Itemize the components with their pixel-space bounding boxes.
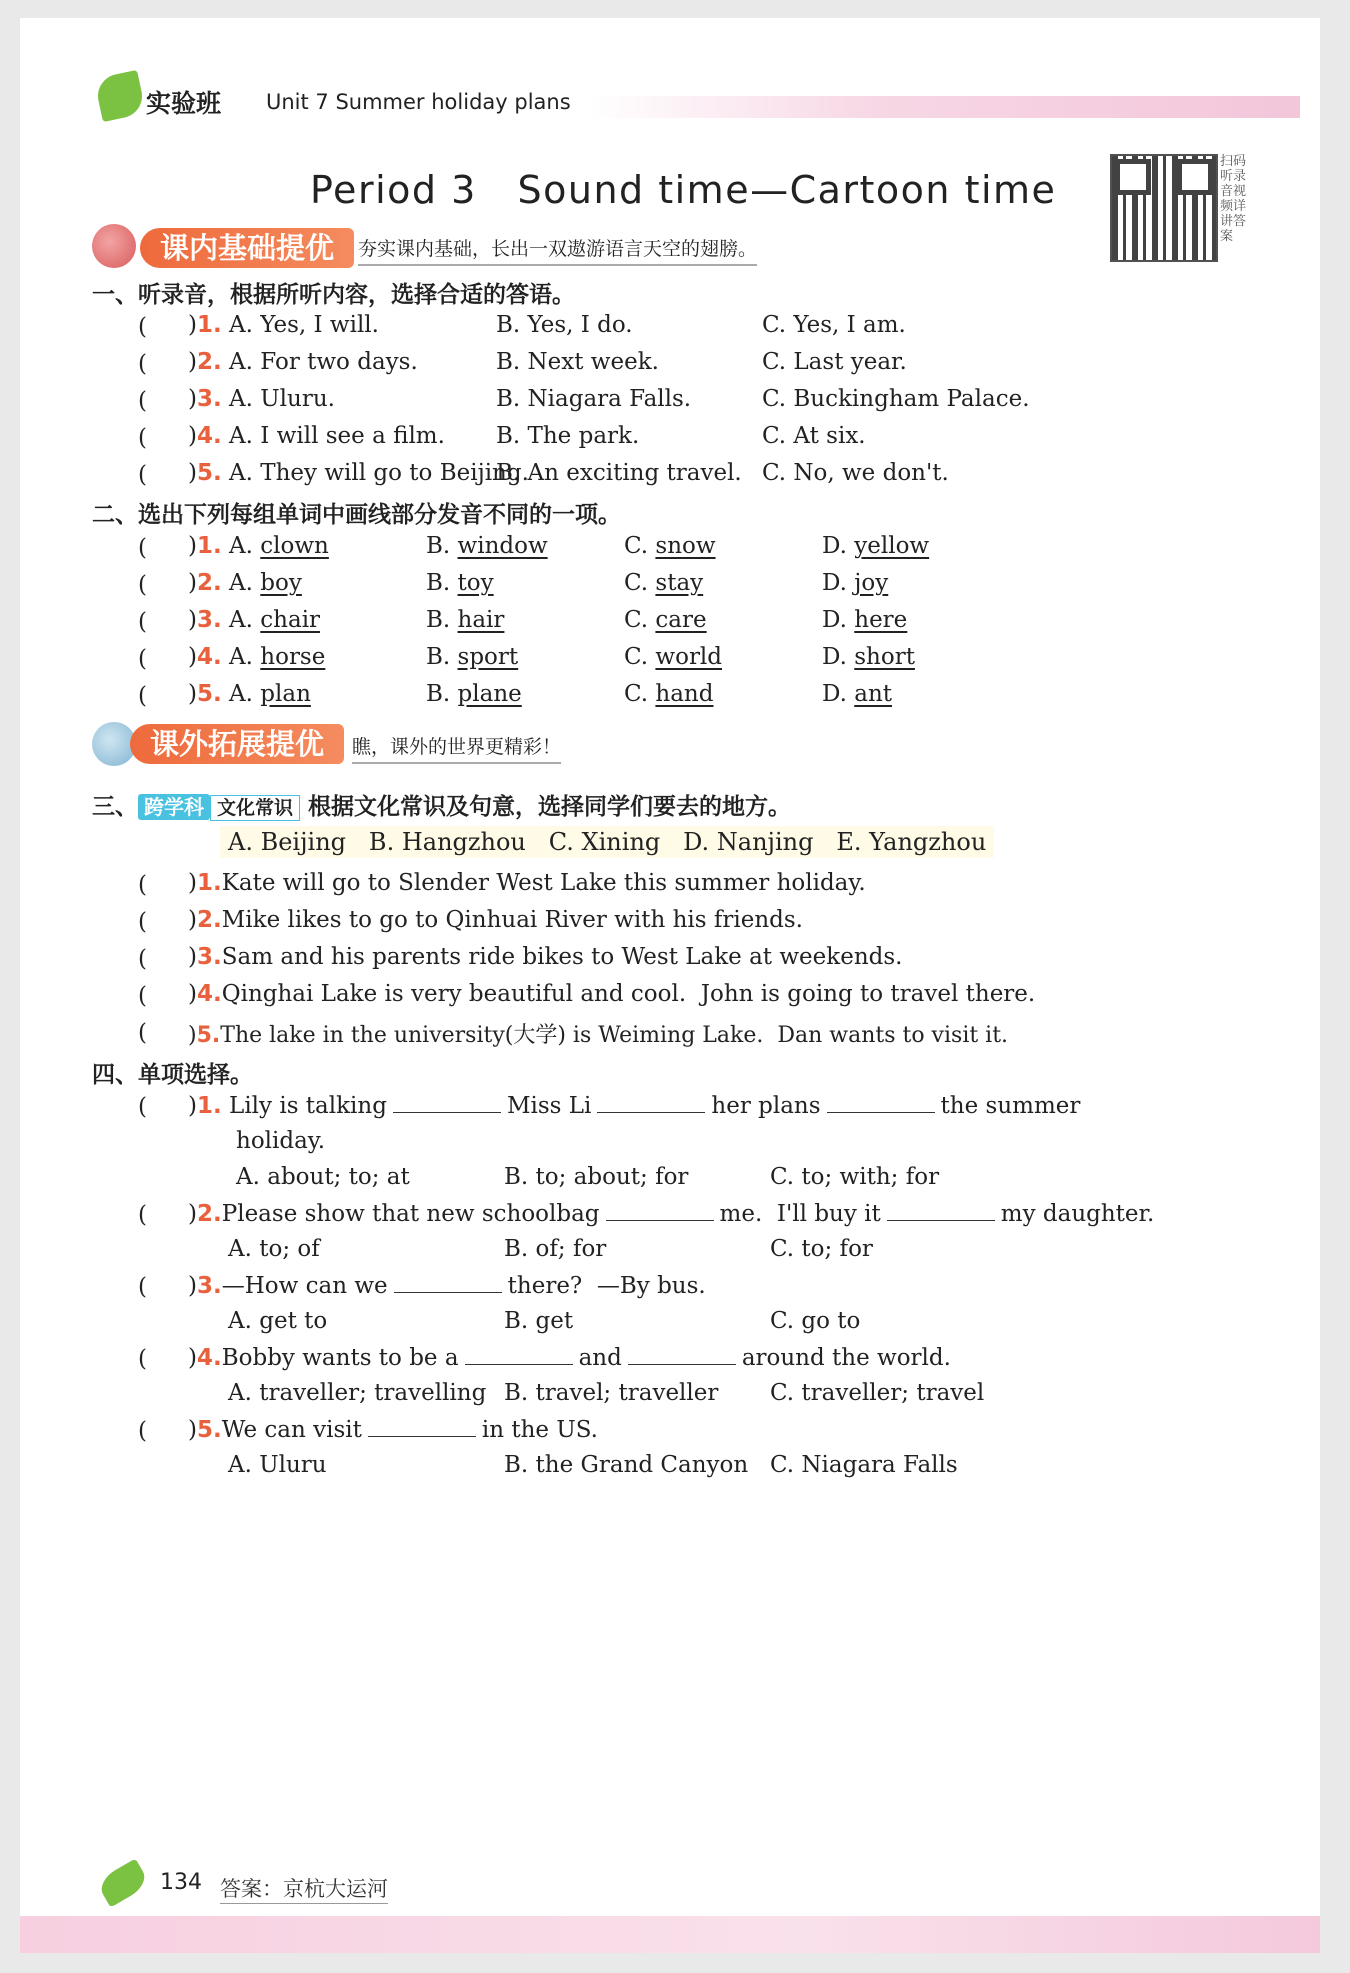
list-item: )5.We can visit in the US. (188, 1417, 598, 1443)
option-b: B. get (504, 1308, 574, 1334)
option-c: C. care (624, 607, 707, 633)
page-number: 134 (160, 1870, 202, 1895)
option-b: B. Niagara Falls. (496, 386, 692, 412)
option-b: B. window (426, 533, 548, 559)
brand-name: 实验班 (146, 89, 222, 118)
section-banner-extended: 课外拓展提优 (130, 724, 344, 764)
option-c: C. to; with; for (770, 1164, 940, 1190)
option-c: C. Buckingham Palace. (762, 386, 1030, 412)
answer-bracket[interactable]: ( (138, 683, 147, 709)
option-c: C. Yes, I am. (762, 312, 906, 338)
answer-blank[interactable] (368, 1416, 476, 1437)
answer-bracket[interactable]: ( (138, 983, 147, 1009)
list-item: )2. A. For two days. (188, 349, 418, 375)
option-b: B. Yes, I do. (496, 312, 633, 338)
option-c: C. At six. (762, 423, 866, 449)
option-c: C. stay (624, 570, 704, 596)
squid-mascot-icon (92, 224, 136, 268)
option-b: B. The park. (496, 423, 640, 449)
header-band (590, 96, 1300, 118)
option-b: B. plane (426, 681, 522, 707)
section-1-title: 一、听录音，根据所听内容，选择合适的答语。 (92, 282, 575, 308)
qr-code-icon[interactable] (1110, 154, 1218, 262)
option-c: C. traveller; travel (770, 1380, 985, 1406)
footer-band (20, 1916, 1320, 1953)
leaf-footer-icon (96, 1859, 151, 1908)
list-item: )1.Kate will go to Slender West Lake this summer holiday. (188, 870, 866, 896)
option-d: D. yellow (822, 533, 930, 559)
list-item: )4.Bobby wants to be a and around the world. (188, 1345, 951, 1371)
unit-title: Unit 7 Summer holiday plans (266, 90, 571, 114)
answer-bracket[interactable]: ( (138, 425, 147, 451)
option-b: B. hair (426, 607, 505, 633)
option-b: B. toy (426, 570, 494, 596)
option-d: D. joy (822, 570, 889, 596)
option-c: C. world (624, 644, 723, 670)
answer-bracket[interactable]: ( (138, 872, 147, 898)
option-d: D. short (822, 644, 915, 670)
cross-subject-tag: 跨学科 (138, 794, 210, 820)
option-c: C. snow (624, 533, 716, 559)
answer-bracket[interactable]: ( (138, 909, 147, 935)
worksheet-page (20, 18, 1320, 1953)
answer-bracket[interactable]: ( (138, 314, 147, 340)
page-title: Period 3 Sound time—Cartoon time (310, 168, 1057, 212)
answer-bracket[interactable]: ( (138, 1020, 147, 1046)
option-b: B. travel; traveller (504, 1380, 719, 1406)
culture-tag: 文化常识 (210, 795, 300, 821)
answer-blank[interactable] (628, 1344, 736, 1365)
answer-blank[interactable] (394, 1272, 502, 1293)
answer-blank[interactable] (827, 1092, 935, 1113)
leaf-logo-icon (94, 70, 146, 122)
option-b: B. of; for (504, 1236, 607, 1262)
list-item: )2. A. boy (188, 570, 302, 596)
option-a: A. get to (228, 1308, 328, 1334)
answer-bracket[interactable]: ( (138, 1202, 147, 1228)
answer-bracket[interactable]: ( (138, 646, 147, 672)
option-b: B. Next week. (496, 349, 659, 375)
answer-bracket[interactable]: ( (138, 1274, 147, 1300)
option-a: A. about; to; at (236, 1164, 410, 1190)
option-b: B. sport (426, 644, 519, 670)
list-item: )4. A. I will see a film. (188, 423, 445, 449)
section-banner-basic: 课内基础提优 (140, 228, 354, 268)
banner-tip-basic: 夯实课内基础，长出一双遨游语言天空的翅膀。 (358, 234, 757, 266)
answer-blank[interactable] (393, 1092, 501, 1113)
answer-bracket[interactable]: ( (138, 572, 147, 598)
list-item: )4. A. horse (188, 644, 326, 670)
option-b: B. to; about; for (504, 1164, 689, 1190)
list-item: )3.Sam and his parents ride bikes to West Lake at weekends. (188, 944, 903, 970)
answer-blank[interactable] (465, 1344, 573, 1365)
qr-caption: 扫码听录音视频详讲答案 (1220, 154, 1247, 244)
question-continuation: holiday. (236, 1128, 326, 1154)
answer-bracket[interactable]: ( (138, 388, 147, 414)
list-item: )1. A. Yes, I will. (188, 312, 379, 338)
answer-bracket[interactable]: ( (138, 1346, 147, 1372)
banner-tip-extended: 瞧，课外的世界更精彩！ (352, 732, 561, 764)
option-b: B. the Grand Canyon (504, 1452, 749, 1478)
option-b: B. An exciting travel. (496, 460, 742, 486)
list-item: )2.Mike likes to go to Qinhuai River with his friends. (188, 907, 803, 933)
option-a: A. to; of (228, 1236, 320, 1262)
option-c: C. go to (770, 1308, 861, 1334)
answer-bracket[interactable]: ( (138, 462, 147, 488)
list-item: )3. A. chair (188, 607, 321, 633)
list-item: )1. Lily is talking Miss Li her plans the summer (188, 1093, 1081, 1119)
place-options: A. Beijing B. Hangzhou C. Xining D. Nanjing E. Yangzhou (220, 826, 994, 858)
list-item: )5. A. They will go to Beijing. (188, 460, 529, 486)
option-c: C. to; for (770, 1236, 873, 1262)
answer-blank[interactable] (887, 1200, 995, 1221)
answer-blank[interactable] (597, 1092, 705, 1113)
answer-bracket[interactable]: ( (138, 609, 147, 635)
answer-bracket[interactable]: ( (138, 1418, 147, 1444)
section-2-title: 二、选出下列每组单词中画线部分发音不同的一项。 (92, 502, 621, 528)
answer-bracket[interactable]: ( (138, 535, 147, 561)
option-c: C. Niagara Falls (770, 1452, 958, 1478)
answer-note: 答案：京杭大运河 (220, 1873, 388, 1904)
option-d: D. ant (822, 681, 893, 707)
list-item: )1. A. clown (188, 533, 329, 559)
list-item: )4.Qinghai Lake is very beautiful and cool. John is going to travel there. (188, 981, 1036, 1007)
option-c: C. No, we don't. (762, 460, 949, 486)
answer-bracket[interactable]: ( (138, 946, 147, 972)
section-4-title: 四、单项选择。 (92, 1062, 253, 1088)
list-item: )3. A. Uluru. (188, 386, 335, 412)
answer-bracket[interactable]: ( (138, 1094, 147, 1120)
option-d: D. here (822, 607, 908, 633)
option-a: A. Uluru (228, 1452, 327, 1478)
list-item: )3.—How can we there? —By bus. (188, 1273, 706, 1299)
option-c: C. hand (624, 681, 714, 707)
section-3-title: 三、 跨学科 文化常识 根据文化常识及句意，选择同学们要去的地方。 (92, 794, 792, 820)
answer-bracket[interactable]: ( (138, 351, 147, 377)
list-item: )2.Please show that new schoolbag me. I'll buy it my daughter. (188, 1201, 1155, 1227)
option-c: C. Last year. (762, 349, 907, 375)
answer-blank[interactable] (606, 1200, 714, 1221)
list-item: )5. A. plan (188, 681, 311, 707)
list-item: )5.The lake in the university(大学) is Weiming Lake. Dan wants to visit it. (188, 1023, 1009, 1048)
option-a: A. traveller; travelling (228, 1380, 487, 1406)
